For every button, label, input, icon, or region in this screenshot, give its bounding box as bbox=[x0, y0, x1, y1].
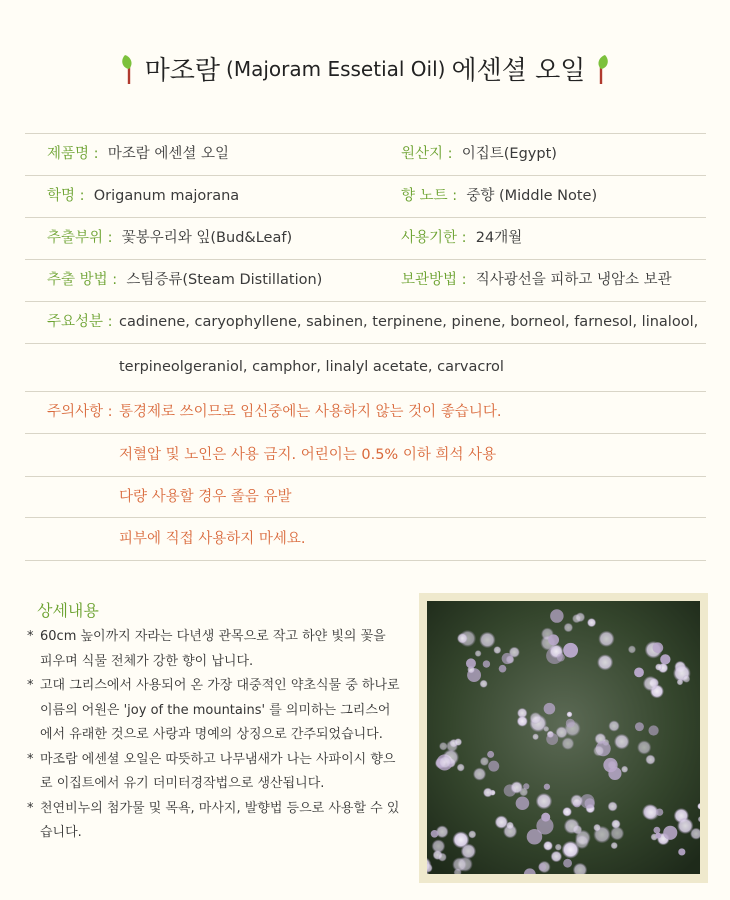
caution-line: 저혈압 및 노인은 사용 금지. 어린이는 0.5% 이하 희석 사용 bbox=[119, 447, 497, 463]
flower-blossom bbox=[544, 703, 556, 715]
flower-blossom bbox=[466, 658, 476, 668]
flower-blossom bbox=[663, 826, 677, 840]
components-row bbox=[25, 302, 706, 344]
flower-blossom bbox=[648, 725, 658, 735]
flower-blossom bbox=[527, 829, 542, 844]
page-title bbox=[0, 50, 730, 87]
flower-blossom bbox=[557, 654, 565, 662]
list-item: * 마조람 에센셜 오일은 따뜻하고 나무냄새가 나는 사파이시 향으로 이집트에서 유기 더미터경작법으로 생산됩니다. bbox=[27, 748, 402, 797]
flower-blossom bbox=[539, 863, 547, 871]
flower-blossom bbox=[587, 618, 596, 627]
flower-blossom bbox=[655, 663, 662, 670]
flower-blossom bbox=[439, 742, 448, 751]
flower-blossom bbox=[563, 643, 578, 658]
flower-blossom bbox=[645, 754, 655, 764]
flower-blossom bbox=[555, 844, 562, 851]
title-english: (Majoram Essetial Oil) bbox=[226, 56, 446, 81]
flower-blossom bbox=[562, 807, 572, 817]
flower-blossom bbox=[468, 830, 476, 838]
flower-blossom bbox=[510, 781, 523, 794]
flower-blossom bbox=[546, 733, 558, 745]
flower-blossom bbox=[572, 614, 581, 623]
marjoram-flowers-image bbox=[427, 601, 700, 874]
caution-row bbox=[25, 518, 706, 561]
flower-blossom bbox=[439, 756, 452, 769]
flower-blossom bbox=[517, 716, 528, 727]
flower-blossom bbox=[575, 835, 590, 850]
flower-blossom bbox=[637, 740, 651, 754]
flower-blossom bbox=[487, 751, 494, 758]
flower-blossom bbox=[536, 793, 553, 810]
flower-blossom bbox=[628, 645, 636, 653]
flower-blossom bbox=[561, 737, 574, 750]
origin-label: 원산지 : bbox=[401, 146, 453, 162]
origin-value: 이집트(Egypt) bbox=[461, 146, 557, 162]
flower-blossom bbox=[566, 719, 575, 728]
list-item: * 천연비누의 첨가물 및 목욕, 마사지, 발향법 등으로 사용할 수 있습니다. bbox=[27, 797, 402, 846]
flower-blossom bbox=[488, 761, 499, 772]
flower-blossom bbox=[598, 631, 614, 647]
caution-row bbox=[25, 392, 706, 434]
sprout-icon bbox=[591, 53, 611, 85]
flower-blossom bbox=[457, 763, 465, 771]
flower-blossom bbox=[493, 646, 501, 654]
flower-blossom bbox=[653, 827, 660, 834]
flower-blossom bbox=[431, 830, 439, 838]
flower-blossom bbox=[570, 794, 583, 807]
flower-blossom bbox=[480, 680, 488, 688]
storage-label: 보관방법 : bbox=[401, 272, 467, 288]
flower-blossom bbox=[541, 813, 550, 822]
components-value-line-1: cadinene, caryophyllene, sabinen, terpinene, pinene, borneol, farnesol, linalool, bbox=[119, 314, 699, 330]
flower-blossom bbox=[653, 642, 664, 653]
flower-blossom bbox=[495, 815, 509, 829]
flower-blossom bbox=[683, 675, 691, 683]
detail-section-title: 상세내용 bbox=[37, 601, 99, 620]
flower-blossom bbox=[564, 623, 574, 633]
caution-row bbox=[25, 434, 706, 477]
components-label: 주요성분 : bbox=[47, 314, 113, 330]
flower-blossom bbox=[608, 801, 618, 811]
list-item: * 60cm 높이까지 자라는 다년생 관목으로 작고 하얀 빛의 꽃을 피우며 식물 전체가 강한 향이 납니다. bbox=[27, 625, 402, 674]
flower-blossom bbox=[499, 665, 507, 673]
flower-blossom bbox=[457, 633, 468, 644]
caution-row bbox=[25, 477, 706, 518]
flower-blossom bbox=[479, 632, 496, 649]
flower-blossom bbox=[593, 745, 604, 756]
photo-frame bbox=[419, 593, 708, 883]
info-row bbox=[25, 176, 706, 218]
extraction-part-value: 꽃봉우리와 잎(Bud&Leaf) bbox=[121, 230, 293, 246]
flower-blossom bbox=[480, 757, 489, 766]
info-row bbox=[25, 218, 706, 260]
flower-blossom bbox=[677, 679, 684, 686]
caution-label: 주의사항 : bbox=[47, 404, 113, 420]
flower-blossom bbox=[611, 842, 618, 849]
extraction-method-value: 스팀증류(Steam Distillation) bbox=[126, 272, 323, 288]
flower-blossom bbox=[643, 676, 658, 691]
sprout-icon bbox=[119, 53, 139, 85]
flower-blossom bbox=[603, 758, 617, 772]
product-name-label: 제품명 : bbox=[47, 146, 99, 162]
flower-blossom bbox=[655, 833, 661, 839]
flower-blossom bbox=[543, 841, 553, 851]
list-item: * 고대 그리스에서 사용되어 온 가장 대중적인 약초식물 중 하나로 이름의 어원은 'joy of the mountains' 를 의미하는 그리스어에서 유래한 것으로 사랑과 명예의 상징으로 간주되었습니다. bbox=[27, 674, 402, 748]
title-korean-prefix: 마조람 bbox=[144, 56, 221, 86]
caution-line: 통경제로 쓰이므로 임신중에는 사용하지 않는 것이 좋습니다. bbox=[119, 404, 502, 420]
detail-notes-list bbox=[27, 625, 402, 846]
flower-blossom bbox=[635, 722, 644, 731]
flower-blossom bbox=[566, 711, 572, 717]
flower-blossom bbox=[502, 653, 513, 664]
marjoram-photo bbox=[427, 601, 700, 874]
caution-line: 피부에 직접 사용하지 마세요. bbox=[119, 531, 306, 547]
flower-blossom bbox=[621, 766, 628, 773]
flower-blossom bbox=[516, 796, 530, 810]
flower-blossom bbox=[550, 609, 563, 622]
flower-blossom bbox=[475, 650, 482, 657]
flower-blossom bbox=[634, 667, 644, 677]
title-korean-suffix: 에센셜 오일 bbox=[451, 56, 586, 86]
flower-blossom bbox=[473, 767, 486, 780]
flower-blossom bbox=[461, 843, 477, 859]
extraction-method-label: 추출 방법 : bbox=[47, 272, 118, 288]
flower-blossom bbox=[454, 738, 462, 746]
product-name-value: 마조람 에센셜 오일 bbox=[107, 146, 230, 162]
product-info-table bbox=[25, 133, 706, 561]
shelf-life-label: 사용기한 : bbox=[401, 230, 467, 246]
flower-blossom bbox=[483, 788, 493, 798]
flower-blossom bbox=[532, 733, 539, 740]
flower-blossom bbox=[656, 808, 663, 815]
flower-blossom bbox=[551, 851, 563, 863]
scientific-name-value: Origanum majorana bbox=[93, 188, 240, 204]
info-row bbox=[25, 260, 706, 302]
extraction-part-label: 추출부위 : bbox=[47, 230, 113, 246]
flower-blossom bbox=[438, 853, 447, 862]
flower-blossom bbox=[678, 848, 685, 855]
flower-blossom bbox=[563, 859, 572, 868]
flower-blossom bbox=[614, 734, 630, 750]
flower-blossom bbox=[564, 818, 580, 834]
flower-blossom bbox=[529, 712, 541, 724]
flower-blossom bbox=[543, 726, 549, 732]
flower-blossom bbox=[608, 720, 619, 731]
flower-blossom bbox=[483, 660, 490, 667]
flower-blossom bbox=[548, 634, 559, 645]
flower-blossom bbox=[597, 654, 613, 670]
caution-line: 다량 사용할 경우 졸음 유발 bbox=[119, 489, 292, 505]
scientific-name-label: 학명 : bbox=[47, 188, 85, 204]
shelf-life-value: 24개월 bbox=[475, 230, 523, 246]
components-row-cont bbox=[25, 344, 706, 392]
flower-blossom bbox=[593, 824, 601, 832]
components-value-line-2: terpineolgeraniol, camphor, linalyl acetate, carvacrol bbox=[119, 359, 504, 375]
info-row bbox=[25, 134, 706, 176]
flower-blossom bbox=[452, 857, 467, 872]
flower-blossom bbox=[610, 826, 624, 840]
scent-note-label: 향 노트 : bbox=[401, 188, 458, 204]
storage-value: 직사광선을 피하고 냉암소 보관 bbox=[475, 272, 672, 288]
flower-blossom bbox=[544, 784, 550, 790]
scent-note-value: 중향 (Middle Note) bbox=[466, 188, 598, 204]
